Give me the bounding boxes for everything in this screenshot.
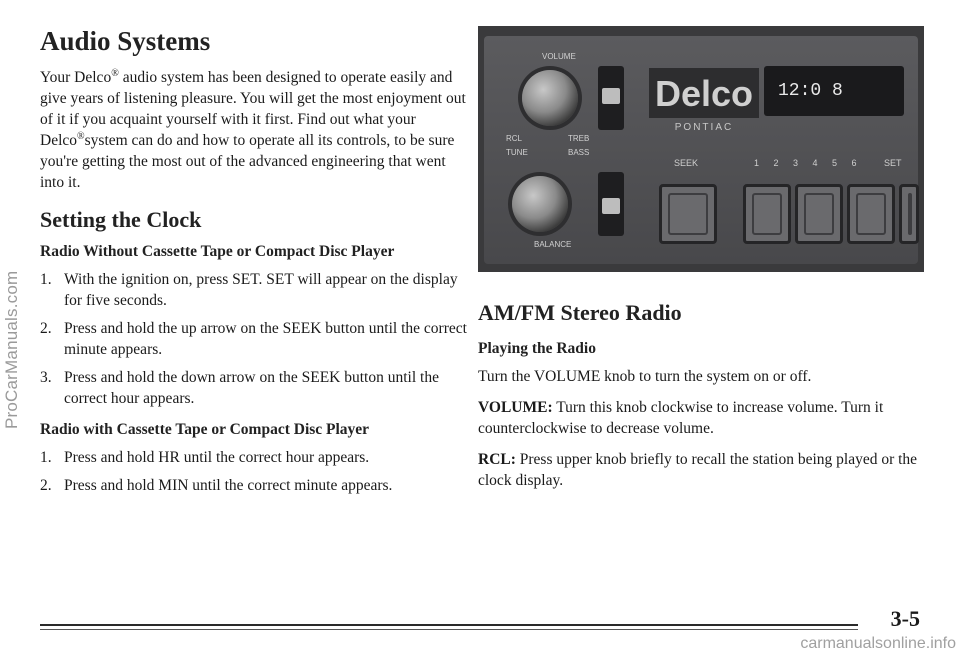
preset-numbers: 1 2 3 4 5 6 [754,158,863,168]
list-item: 1. Press and hold HR until the correct hour appears. [40,449,370,466]
tune-label: TUNE [506,148,528,157]
slider-handle [602,198,620,214]
preset-button [743,184,791,244]
list-item: 3. Press and hold the down arrow on the SEEK button until the correct hour appears. [40,369,439,407]
playing-text: Turn the VOLUME knob to turn the system on or off. [478,368,812,385]
delco-logo: Delco [649,68,759,118]
list-item: 2. Press and hold MIN until the correct minute appears. [40,477,393,494]
side-watermark: ProCarManuals.com [2,270,21,430]
slider-handle [602,88,620,104]
set-button [899,184,919,244]
without-cassette-steps [40,269,472,409]
radio-faceplate [484,36,918,264]
with-cassette-steps [40,447,472,496]
page-number: 3-5 [890,606,920,631]
setting-clock-heading: Setting the Clock [40,207,202,232]
bass-label: BASS [568,148,590,157]
seek-button [659,184,717,244]
preset-strip [634,154,914,172]
clock-display: 12:0 8 [764,66,904,116]
page-title: Audio Systems [40,26,211,56]
rcl-label: RCL [506,134,523,143]
tune-knob [512,176,568,232]
amfm-heading: AM/FM Stereo Radio [478,300,682,325]
volume-knob [522,70,578,126]
preset-buttons [659,184,919,248]
seek-label: SEEK [674,158,699,168]
divider [40,624,858,626]
treb-label: TREB [568,134,590,143]
footer-rule [40,624,858,633]
balance-label: BALANCE [534,240,572,249]
left-column [40,26,472,508]
playing-radio-heading: Playing the Radio [478,340,596,357]
preset-button [795,184,843,244]
radio-photo [478,26,924,272]
volume-description: VOLUME: Turn this knob clockwise to increase volume. Turn it counterclockwise to decrease volume. [478,399,884,437]
radio-without-cassette-heading: Radio Without Cassette Tape or Compact Disc Player [40,243,395,260]
volume-label: VOLUME [542,52,576,61]
intro-paragraph: Your Delco® audio system has been designed to operate easily and give years of listening pleasure. You will get the most enjoyment out of it if you acquaint yourself with it first. Find out what your Delco®system can do and how to operate all its controls, to be sure you're getting the most out of the advanced engineering that went into it. [40,67,466,191]
rcl-description: RCL: Press upper knob briefly to recall the station being played or the clock display. [478,451,918,489]
radio-with-cassette-heading: Radio with Cassette Tape or Compact Disc Player [40,421,370,438]
balance-slider [598,172,624,236]
preset-button [847,184,895,244]
pontiac-label: PONTIAC [674,122,734,133]
set-label: SET [884,158,902,168]
right-column [478,26,926,505]
list-item: 2. Press and hold the up arrow on the SEEK button until the correct minute appears. [40,320,467,358]
list-item: 1. With the ignition on, press SET. SET will appear on the display for five seconds. [40,271,458,309]
treb-slider [598,66,624,130]
divider [40,629,858,630]
bottom-watermark: carmanualsonline.info [800,635,956,652]
